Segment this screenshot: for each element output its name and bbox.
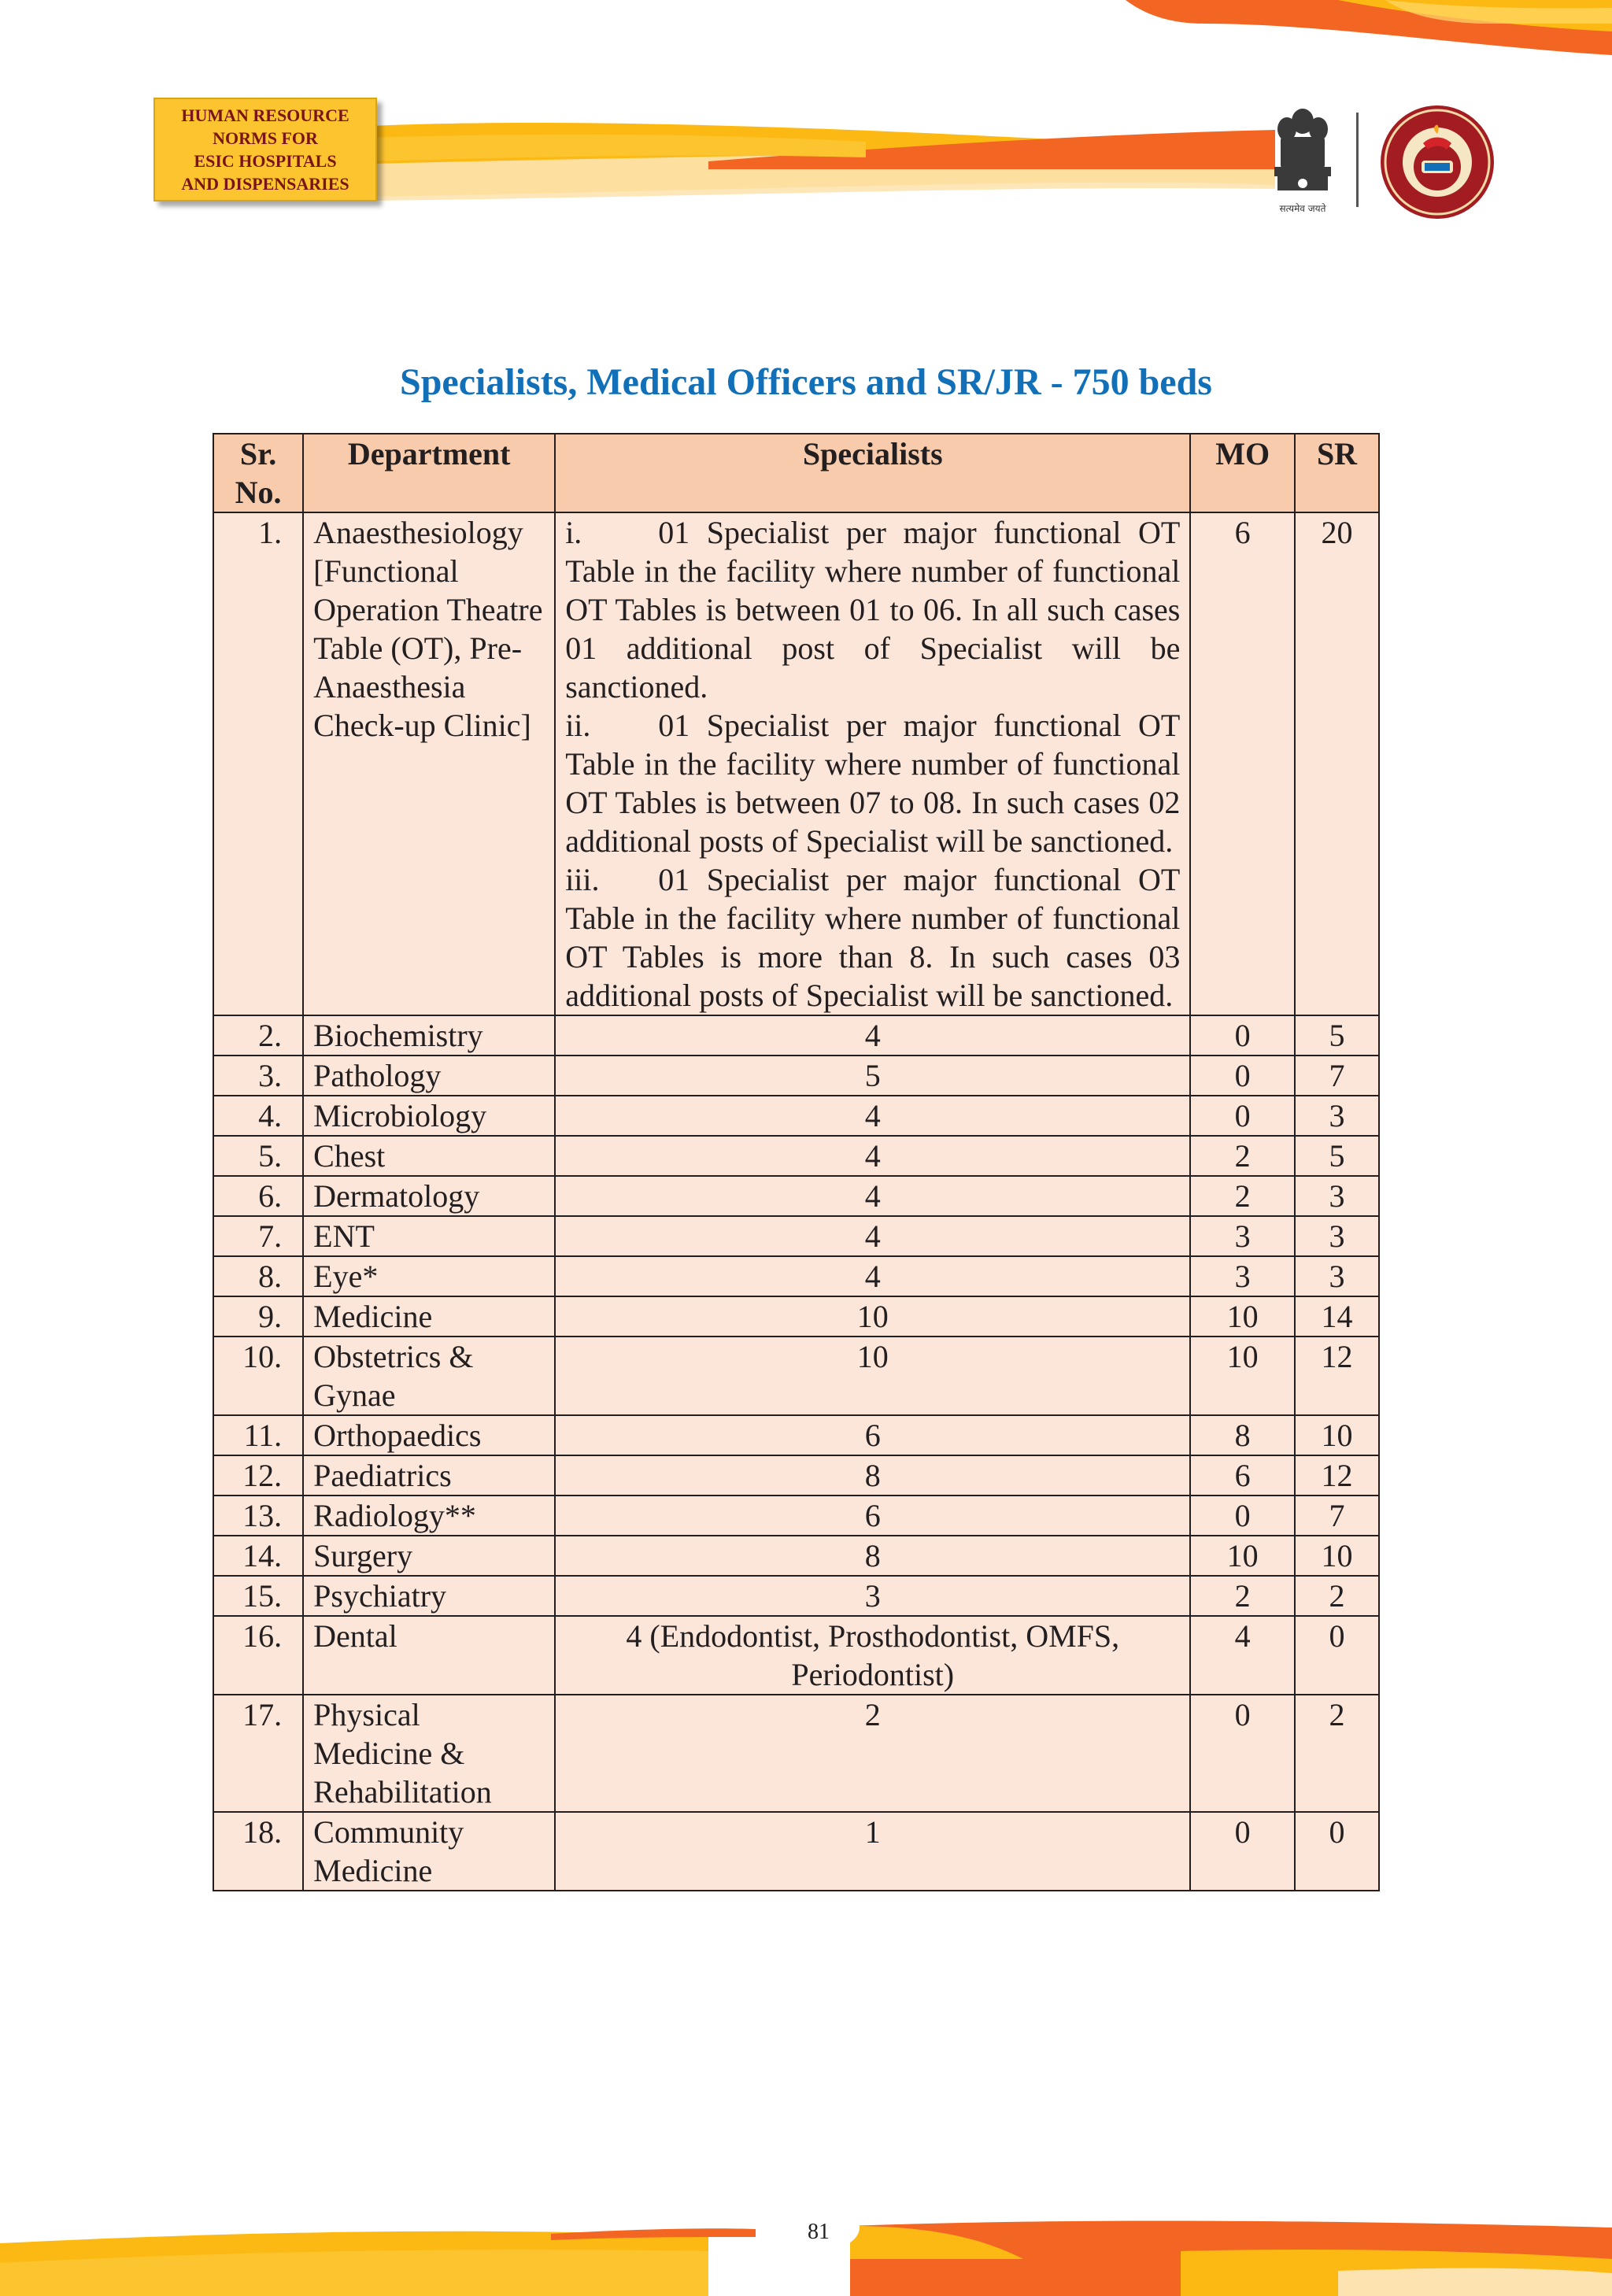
specialist-rule <box>565 860 1180 1015</box>
cell-sr: 10 <box>1295 1536 1379 1576</box>
cell-sr: 3 <box>1295 1256 1379 1296</box>
cell-mo: 2 <box>1190 1576 1295 1616</box>
table-row <box>213 1015 1379 1056</box>
header-mo: MO <box>1190 434 1295 512</box>
cell-sr: 2 <box>1295 1576 1379 1616</box>
page-number: 81 <box>808 2220 830 2244</box>
cell-sr-no: 3. <box>213 1056 303 1096</box>
table-row <box>213 1216 1379 1256</box>
cell-mo: 10 <box>1190 1536 1295 1576</box>
cell-mo: 0 <box>1190 1812 1295 1891</box>
specialist-rule <box>565 513 1180 706</box>
cell-department: Biochemistry <box>303 1015 555 1056</box>
specialist-rule-number: ii. <box>565 708 591 743</box>
cell-specialists: 4 (Endodontist, Prosthodontist, OMFS, Periodontist) <box>555 1616 1190 1695</box>
cell-sr: 10 <box>1295 1415 1379 1455</box>
cell-department: Eye* <box>303 1256 555 1296</box>
cell-sr: 14 <box>1295 1296 1379 1337</box>
cell-specialists: 10 <box>555 1296 1190 1337</box>
publication-badge <box>153 98 377 202</box>
table-row <box>213 1576 1379 1616</box>
cell-mo: 3 <box>1190 1216 1295 1256</box>
cell-department: Microbiology <box>303 1096 555 1136</box>
cell-sr-no: 6. <box>213 1176 303 1216</box>
table-row <box>213 1056 1379 1096</box>
cell-department: ENT <box>303 1216 555 1256</box>
cell-sr-no: 15. <box>213 1576 303 1616</box>
table-row <box>213 1496 1379 1536</box>
cell-sr: 5 <box>1295 1015 1379 1056</box>
cell-sr-no: 10. <box>213 1337 303 1415</box>
cell-sr: 12 <box>1295 1337 1379 1415</box>
cell-department: Dental <box>303 1616 555 1695</box>
cell-mo: 0 <box>1190 1096 1295 1136</box>
cell-specialists: 1 <box>555 1812 1190 1891</box>
header-sr-no: Sr. No. <box>213 434 303 512</box>
cell-department: Paediatrics <box>303 1455 555 1496</box>
cell-department: Surgery <box>303 1536 555 1576</box>
table-row <box>213 1136 1379 1176</box>
cell-sr-no: 16. <box>213 1616 303 1695</box>
cell-specialists: 2 <box>555 1695 1190 1812</box>
cell-specialists: 8 <box>555 1455 1190 1496</box>
table-row <box>213 1695 1379 1812</box>
cell-specialists: 4 <box>555 1096 1190 1136</box>
table-row <box>213 1296 1379 1337</box>
cell-mo: 6 <box>1190 512 1295 1015</box>
publication-badge-text: HUMAN RESOURCE NORMS FOR ESIC HOSPITALS AND DISPENSARIES <box>181 105 349 194</box>
cell-specialists: 10 <box>555 1337 1190 1415</box>
cell-department: Dermatology <box>303 1176 555 1216</box>
table-row <box>213 1616 1379 1695</box>
table-row <box>213 1415 1379 1455</box>
cell-mo: 8 <box>1190 1415 1295 1455</box>
cell-mo: 10 <box>1190 1337 1295 1415</box>
cell-specialists: 4 <box>555 1256 1190 1296</box>
specialist-rule-text: 01 Specialist per major functional OT Table in the facility where number of functional OT Tables is more than 8. In such cases 03 additional posts of Specialist will be sanctioned. <box>565 862 1181 1013</box>
page-title: Specialists, Medical Officers and SR/JR - 750 beds <box>400 361 1212 403</box>
cell-department: Obstetrics & Gynae <box>303 1337 555 1415</box>
emblem-caption: सत्यमेव जयते <box>1279 203 1326 214</box>
table-row <box>213 1455 1379 1496</box>
cell-department: Medicine <box>303 1296 555 1337</box>
cell-specialists: 4 <box>555 1015 1190 1056</box>
specialist-rule-number: i. <box>565 515 582 550</box>
logo-divider <box>1356 113 1359 207</box>
cell-mo: 0 <box>1190 1496 1295 1536</box>
esic-logo-icon <box>1379 104 1496 220</box>
cell-mo: 6 <box>1190 1455 1295 1496</box>
cell-mo: 10 <box>1190 1296 1295 1337</box>
cell-sr-no: 11. <box>213 1415 303 1455</box>
cell-specialists: 4 <box>555 1216 1190 1256</box>
specialist-rule-number: iii. <box>565 862 600 897</box>
cell-department: Community Medicine <box>303 1812 555 1891</box>
cell-sr: 5 <box>1295 1136 1379 1176</box>
cell-department: Anaesthesiology [Functional Operation Theatre Table (OT), Pre-Anaesthesia Check-up Clinic] <box>303 512 555 1015</box>
cell-mo: 4 <box>1190 1616 1295 1695</box>
cell-specialists: 5 <box>555 1056 1190 1096</box>
cell-specialists: 4 <box>555 1136 1190 1176</box>
cell-sr: 3 <box>1295 1096 1379 1136</box>
header-specialists: Specialists <box>555 434 1190 512</box>
table-row <box>213 1536 1379 1576</box>
cell-department: Pathology <box>303 1056 555 1096</box>
cell-sr: 20 <box>1295 512 1379 1015</box>
cell-sr: 7 <box>1295 1496 1379 1536</box>
cell-sr: 3 <box>1295 1176 1379 1216</box>
header-sr: SR <box>1295 434 1379 512</box>
cell-sr: 12 <box>1295 1455 1379 1496</box>
specialist-rule <box>565 706 1180 860</box>
cell-sr: 7 <box>1295 1056 1379 1096</box>
table-row <box>213 1812 1379 1891</box>
cell-sr: 0 <box>1295 1812 1379 1891</box>
cell-specialists: 6 <box>555 1415 1190 1455</box>
header-department: Department <box>303 434 555 512</box>
cell-department: Radiology** <box>303 1496 555 1536</box>
specialist-rule-text: 01 Specialist per major functional OT Table in the facility where number of functional OT Tables is between 07 to 08. In such cases 02 additional posts of Specialist will be sanctioned. <box>565 708 1181 859</box>
cell-department: Chest <box>303 1136 555 1176</box>
cell-department: Psychiatry <box>303 1576 555 1616</box>
cell-sr-no: 2. <box>213 1015 303 1056</box>
cell-sr-no: 7. <box>213 1216 303 1256</box>
cell-mo: 0 <box>1190 1015 1295 1056</box>
table-row <box>213 512 1379 1015</box>
cell-department: Physical Medicine & Rehabilitation <box>303 1695 555 1812</box>
cell-sr-no: 4. <box>213 1096 303 1136</box>
cell-mo: 0 <box>1190 1056 1295 1096</box>
specialist-rule-text: 01 Specialist per major functional OT Table in the facility where number of functional OT Tables is between 01 to 06. In all such cases 01 additional post of Specialist will be sanctioned. <box>565 515 1181 704</box>
cell-mo: 0 <box>1190 1695 1295 1812</box>
table-row <box>213 1176 1379 1216</box>
cell-sr-no: 8. <box>213 1256 303 1296</box>
cell-sr: 2 <box>1295 1695 1379 1812</box>
table-row <box>213 1096 1379 1136</box>
cell-sr-no: 1. <box>213 512 303 1015</box>
national-emblem-icon <box>1263 98 1342 216</box>
cell-sr-no: 9. <box>213 1296 303 1337</box>
cell-mo: 2 <box>1190 1176 1295 1216</box>
cell-specialists: 3 <box>555 1576 1190 1616</box>
cell-sr: 0 <box>1295 1616 1379 1695</box>
cell-sr-no: 17. <box>213 1695 303 1812</box>
cell-mo: 3 <box>1190 1256 1295 1296</box>
cell-sr-no: 12. <box>213 1455 303 1496</box>
cell-sr-no: 18. <box>213 1812 303 1891</box>
cell-department: Orthopaedics <box>303 1415 555 1455</box>
table-header-row <box>213 434 1379 512</box>
cell-specialists: 8 <box>555 1536 1190 1576</box>
cell-mo: 2 <box>1190 1136 1295 1176</box>
cell-sr: 3 <box>1295 1216 1379 1256</box>
table-row <box>213 1256 1379 1296</box>
table-row <box>213 1337 1379 1415</box>
cell-specialists: 4 <box>555 1176 1190 1216</box>
cell-specialists <box>555 512 1190 1015</box>
cell-sr-no: 5. <box>213 1136 303 1176</box>
cell-sr-no: 14. <box>213 1536 303 1576</box>
cell-specialists: 6 <box>555 1496 1190 1536</box>
staffing-table <box>213 433 1380 1891</box>
cell-sr-no: 13. <box>213 1496 303 1536</box>
